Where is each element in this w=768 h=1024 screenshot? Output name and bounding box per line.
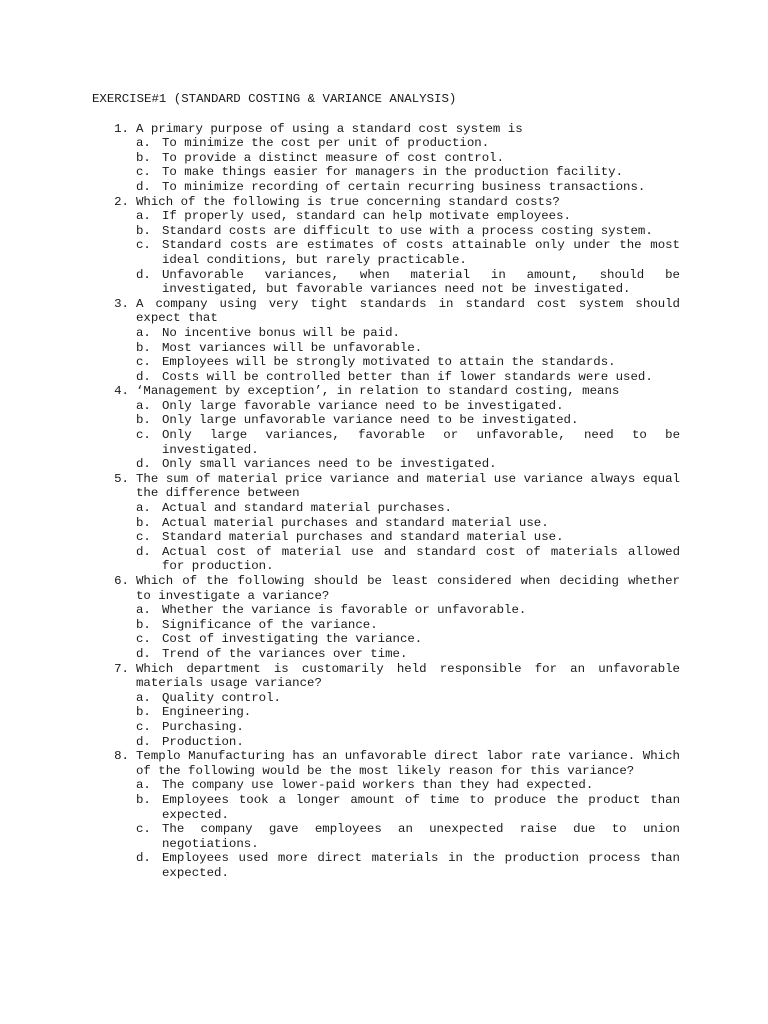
option-item [136,647,680,662]
option-letter: a. [136,136,151,151]
question-text: A company using very tight standards in standard cost system should expect that [136,296,680,326]
option-item [136,516,680,531]
option-text: Costs will be controlled better than if lower standards were used. [162,369,653,384]
option-text: Employees will be strongly motivated to attain the standards. [162,355,616,370]
option-text: Employees took a longer amount of time to produce the product than expected. [162,792,680,822]
option-letter: d. [136,544,151,559]
option-text: Actual and standard material purchases. [162,501,452,516]
option-letter: d. [136,851,151,866]
option-letter: d. [136,267,151,282]
question-number: 4. [114,384,129,399]
option-list [136,136,680,194]
question-number: 6. [114,574,129,588]
option-item [136,691,680,706]
option-letter: c. [136,428,151,443]
option-text: Cost of investigating the variance. [162,632,423,647]
option-item [136,151,680,166]
option-letter: b. [136,792,151,807]
option-text: Quality control. [162,690,281,705]
option-item [136,180,680,195]
question-number: 8. [114,749,129,764]
option-text: Employees used more direct materials in the production process than expected. [162,851,680,880]
question-number: 5. [114,471,129,486]
option-text: Standard costs are estimates of costs attainable only under the most ideal conditions, but rarely practicable. [162,238,680,267]
option-item [136,268,680,297]
option-item [136,165,680,180]
option-item [136,851,680,880]
option-text: Whether the variance is favorable or unfavorable. [162,603,527,618]
option-item [136,618,680,633]
option-letter: b. [136,413,151,428]
question-item [92,384,680,472]
option-item [136,705,680,720]
option-text: Actual material purchases and standard material use. [162,515,549,530]
option-item [136,341,680,356]
option-letter: c. [136,719,151,734]
option-text: Standard material purchases and standard material use. [162,530,564,545]
question-number: 7. [114,661,129,676]
option-item [136,735,680,750]
option-letter: c. [136,632,151,647]
option-item [136,501,680,516]
question-list [92,122,680,881]
question-item [92,472,680,574]
option-text: The company gave employees an unexpected raise due to union negotiations. [162,822,680,851]
option-list [136,778,680,880]
option-list [136,691,680,749]
option-text: If properly used, standard can help motivate employees. [162,209,571,224]
option-item [136,632,680,647]
question-number: 2. [114,194,129,209]
option-text: Only large unfavorable variance need to be investigated. [162,413,579,428]
option-letter: c. [136,165,151,180]
option-list [136,326,680,384]
option-letter: d. [136,179,151,194]
option-item [136,399,680,414]
document-title: EXERCISE#1 (STANDARD COSTING & VARIANCE ANALYSIS) [92,92,457,106]
option-text: Significance of the variance. [162,617,378,632]
option-text: No incentive bonus will be paid. [162,325,400,340]
option-text: Only large variances, favorable or unfavorable, need to be investigated. [162,428,680,457]
option-item [136,530,680,545]
option-item [136,428,680,457]
question-text: ‘Management by exception’, in relation to standard costing, means [136,384,620,399]
option-text: To minimize the cost per unit of production. [162,136,490,151]
question-text: The sum of material price variance and material use variance always equal the difference between [136,471,680,501]
option-item [136,413,680,428]
option-text: Only small variances need to be investigated. [162,457,497,472]
option-letter: a. [136,325,151,340]
question-text: Which department is customarily held responsible for an unfavorable materials usage variance? [136,661,680,691]
option-letter: a. [136,603,151,618]
option-item [136,224,680,239]
question-text: Which of the following is true concerning standard costs? [136,194,560,209]
question-item [92,749,680,880]
option-letter: c. [136,822,151,837]
question-item [92,662,680,750]
option-text: Purchasing. [162,719,244,734]
option-list [136,399,680,472]
question-item [92,574,680,662]
option-item [136,136,680,151]
option-letter: a. [136,690,151,705]
option-list [136,603,680,661]
option-letter: d. [136,646,151,661]
option-item [136,822,680,851]
option-text: To make things easier for managers in the production facility. [162,165,624,180]
option-letter: c. [136,355,151,370]
option-item [136,209,680,224]
question-item [92,122,680,195]
option-letter: b. [136,515,151,530]
option-item [136,793,680,822]
option-text: The company use lower-paid workers than they had expected. [162,778,594,793]
option-letter: b. [136,223,151,238]
option-item [136,603,680,618]
question-text: Which of the following should be least considered when deciding whether to investigate a variance? [136,574,680,603]
option-list [136,501,680,574]
option-item [136,326,680,341]
option-text: Actual cost of material use and standard cost of materials allowed for production. [162,544,680,574]
question-number: 3. [114,296,129,311]
option-text: Only large favorable variance need to be investigated. [162,398,564,413]
option-letter: b. [136,150,151,165]
question-item [92,297,680,385]
question-item [92,195,680,297]
option-letter: b. [136,705,151,720]
option-text: Most variances will be unfavorable. [162,340,423,355]
option-item [136,720,680,735]
option-list [136,209,680,297]
option-item [136,238,680,267]
option-item [136,778,680,793]
option-text: To provide a distinct measure of cost control. [162,150,505,165]
option-text: Engineering. [162,705,252,720]
option-letter: d. [136,457,151,472]
question-number: 1. [114,121,129,136]
question-text: A primary purpose of using a standard cost system is [136,121,523,136]
option-text: Trend of the variances over time. [162,646,408,661]
option-item [136,457,680,472]
option-letter: c. [136,530,151,545]
option-letter: c. [136,238,151,253]
option-letter: a. [136,501,151,516]
option-text: To minimize recording of certain recurring business transactions. [162,179,646,194]
option-text: Standard costs are difficult to use with a process costing system. [162,223,653,238]
option-letter: b. [136,617,151,632]
option-item [136,355,680,370]
option-text: Unfavorable variances, when material in amount, should be investigated, but favorable variances need not be investigated. [162,267,680,297]
option-letter: d. [136,734,151,749]
option-letter: a. [136,778,151,793]
option-item [136,545,680,574]
option-text: Production. [162,734,244,749]
option-item [136,370,680,385]
question-text: Templo Manufacturing has an unfavorable direct labor rate variance. Which of the following would be the most likely reason for this variance? [136,749,680,778]
option-letter: b. [136,340,151,355]
option-letter: d. [136,369,151,384]
option-letter: a. [136,398,151,413]
option-letter: a. [136,209,151,224]
